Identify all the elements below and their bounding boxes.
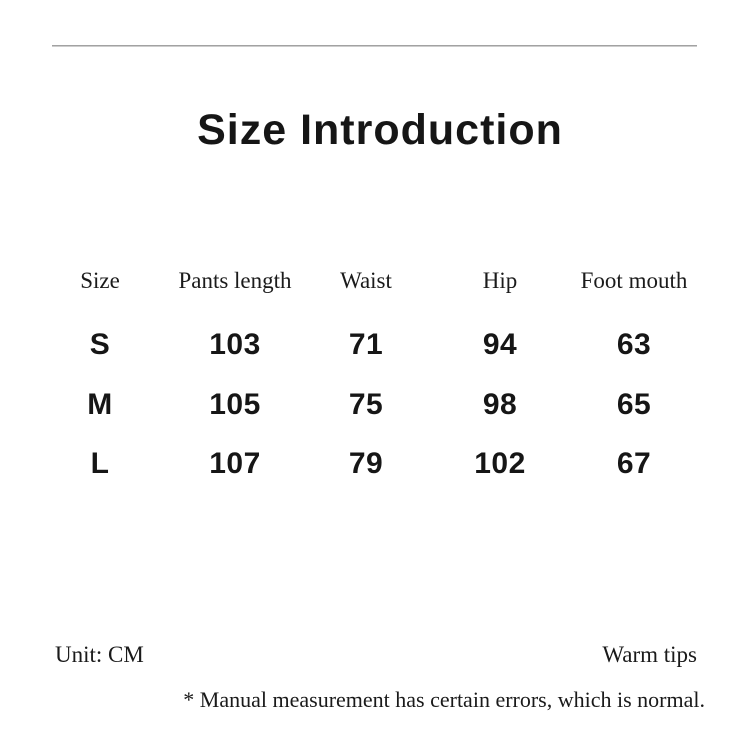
cell-foot-mouth: 65 [616,388,652,421]
table-row-size-m [40,382,690,428]
cell-foot-mouth: 63 [616,328,652,361]
page-title: Size Introduction [197,106,563,154]
size-table-header-row [40,258,690,304]
cell-size: L [90,447,110,480]
cell-foot-mouth: 67 [616,447,652,480]
cell-hip: 98 [482,388,518,421]
column-header-waist: Waist [340,268,392,293]
column-header-pants-length: Pants length [178,268,292,293]
cell-waist: 75 [348,388,384,421]
measurement-note: * Manual measurement has certain errors, which is normal. [183,687,705,712]
cell-pants-length: 103 [209,328,261,361]
unit-label: Unit: CM [55,642,144,667]
column-header-size: Size [80,268,120,293]
cell-size: S [89,328,111,361]
table-row-size-l [40,441,690,487]
column-header-foot-mouth: Foot mouth [580,268,688,293]
warm-tips-label: Warm tips [602,642,697,667]
cell-hip: 102 [474,447,526,480]
cell-waist: 79 [348,447,384,480]
cell-waist: 71 [348,328,384,361]
cell-pants-length: 105 [209,388,261,421]
size-table [40,258,690,493]
cell-size: M [87,388,113,421]
cell-pants-length: 107 [209,447,261,480]
column-header-hip: Hip [482,268,518,293]
cell-hip: 94 [482,328,518,361]
top-divider-line [52,45,697,47]
table-row-size-s [40,322,690,368]
